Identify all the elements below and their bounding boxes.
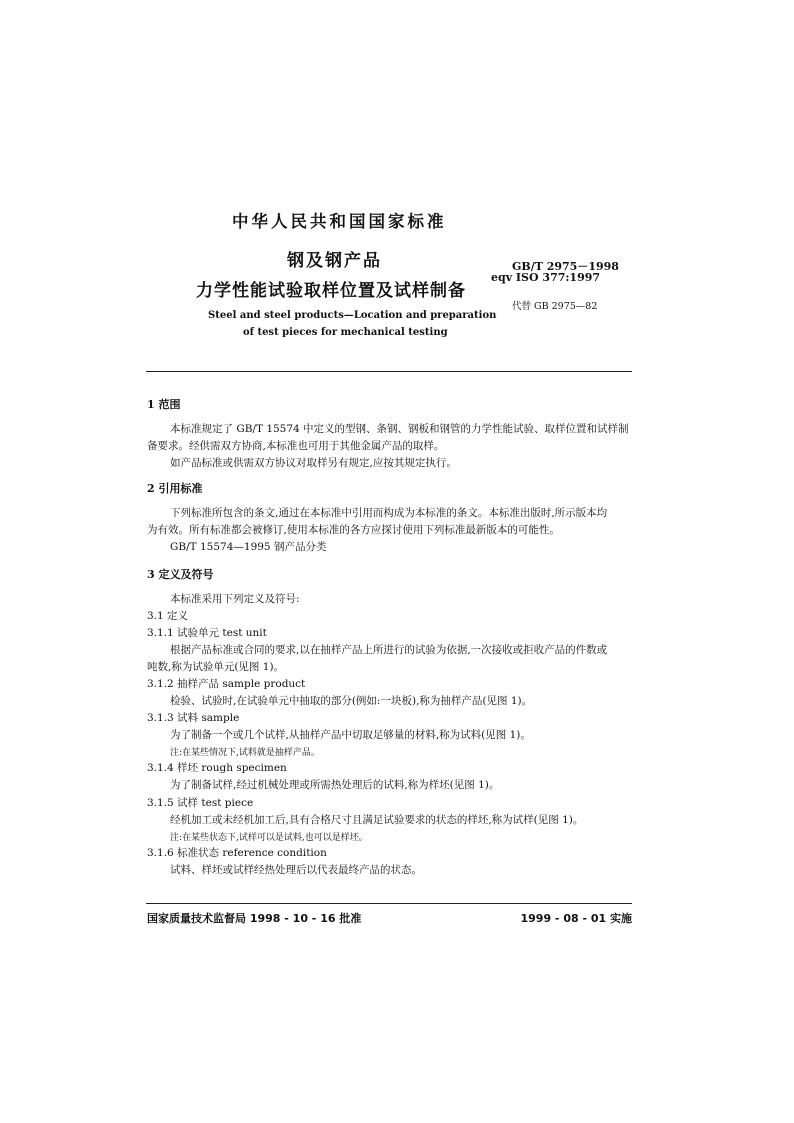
clause-heading: 3.1.5 试样 test piece bbox=[147, 797, 254, 809]
section-heading: 3 定义及符号 bbox=[147, 568, 214, 581]
standard-equivalent: eqv ISO 377:1997 bbox=[491, 271, 601, 284]
paragraph: 检验、试验时,在试验单元中抽取的部分(例如:一块板),称为抽样产品(见图 1)。 bbox=[170, 695, 533, 707]
clause-heading: 3.1.2 抽样产品 sample product bbox=[147, 678, 306, 690]
english-title-line-2: of test pieces for mechanical testing bbox=[243, 327, 448, 338]
note: 注:在某些情况下,试料就是抽样产品。 bbox=[170, 748, 320, 758]
paragraph: 下列标准所包含的条文,通过在本标准中引用而构成为本标准的条文。本标准出版时,所示版本均 bbox=[170, 507, 608, 519]
paragraph: 吨数,称为试验单元(见图 1)。 bbox=[147, 661, 285, 673]
standard-replaces: 代替 GB 2975—82 bbox=[512, 301, 598, 312]
paragraph: 如产品标准或供需双方协议对取样另有规定,应按其规定执行。 bbox=[170, 457, 457, 469]
clause-heading: 3.1.4 样坯 rough specimen bbox=[147, 762, 287, 774]
paragraph: 根据产品标准或合同的要求,以在抽样产品上所进行的试验为依据,一次接收或拒收产品的件数或 bbox=[170, 644, 608, 656]
paragraph: 为了制备试样,经过机械处理或所需热处理后的试料,称为样坯(见图 1)。 bbox=[170, 779, 500, 791]
english-title-line-1: Steel and steel products—Location and preparation bbox=[208, 310, 497, 321]
section-heading: 1 范围 bbox=[147, 398, 181, 411]
approval-date: 国家质量技术监督局 1998 - 10 - 16 批准 bbox=[147, 912, 362, 925]
paragraph: 为有效。所有标准都会被修订,使用本标准的各方应探讨使用下列标准最新版本的可能性。 bbox=[147, 524, 560, 536]
title-line-1: 钢及钢产品 bbox=[287, 251, 382, 271]
paragraph: 备要求。经供需双方协商,本标准也可用于其他金属产品的取样。 bbox=[147, 440, 445, 452]
paragraph: 试料、样坯或试样经热处理后以代表最终产品的状态。 bbox=[170, 864, 422, 876]
title-line-2: 力学性能试验取样位置及试样制备 bbox=[196, 281, 466, 301]
note: 注:在某些状态下,试样可以是试料,也可以是样坯。 bbox=[170, 833, 368, 843]
paragraph: 经机加工或未经机加工后,具有合格尺寸且满足试验要求的状态的样坯,称为试样(见图 1)。 bbox=[170, 814, 584, 826]
standard-code: GB/T 2975－1998 bbox=[512, 260, 619, 273]
clause-heading: 3.1.3 试料 sample bbox=[147, 712, 240, 724]
paragraph: 本标准采用下列定义及符号: bbox=[170, 593, 300, 605]
footer-divider bbox=[146, 903, 632, 904]
country-standard-line: 中华人民共和国国家标准 bbox=[232, 212, 447, 231]
reference-item: GB/T 15574—1995 钢产品分类 bbox=[170, 541, 327, 553]
section-heading: 2 引用标准 bbox=[147, 482, 203, 495]
effective-date: 1999 - 08 - 01 实施 bbox=[520, 912, 632, 925]
subsection-heading: 3.1 定义 bbox=[147, 610, 189, 622]
clause-heading: 3.1.6 标准状态 reference condition bbox=[147, 847, 327, 859]
paragraph: 本标准规定了 GB/T 15574 中定义的型钢、条钢、钢板和钢管的力学性能试验、取样位置和试样制 bbox=[170, 423, 629, 435]
clause-heading: 3.1.1 试验单元 test unit bbox=[147, 627, 267, 639]
paragraph: 为了制备一个或几个试样,从抽样产品中切取足够量的材料,称为试料(见图 1)。 bbox=[170, 729, 531, 741]
header-divider bbox=[146, 371, 632, 372]
